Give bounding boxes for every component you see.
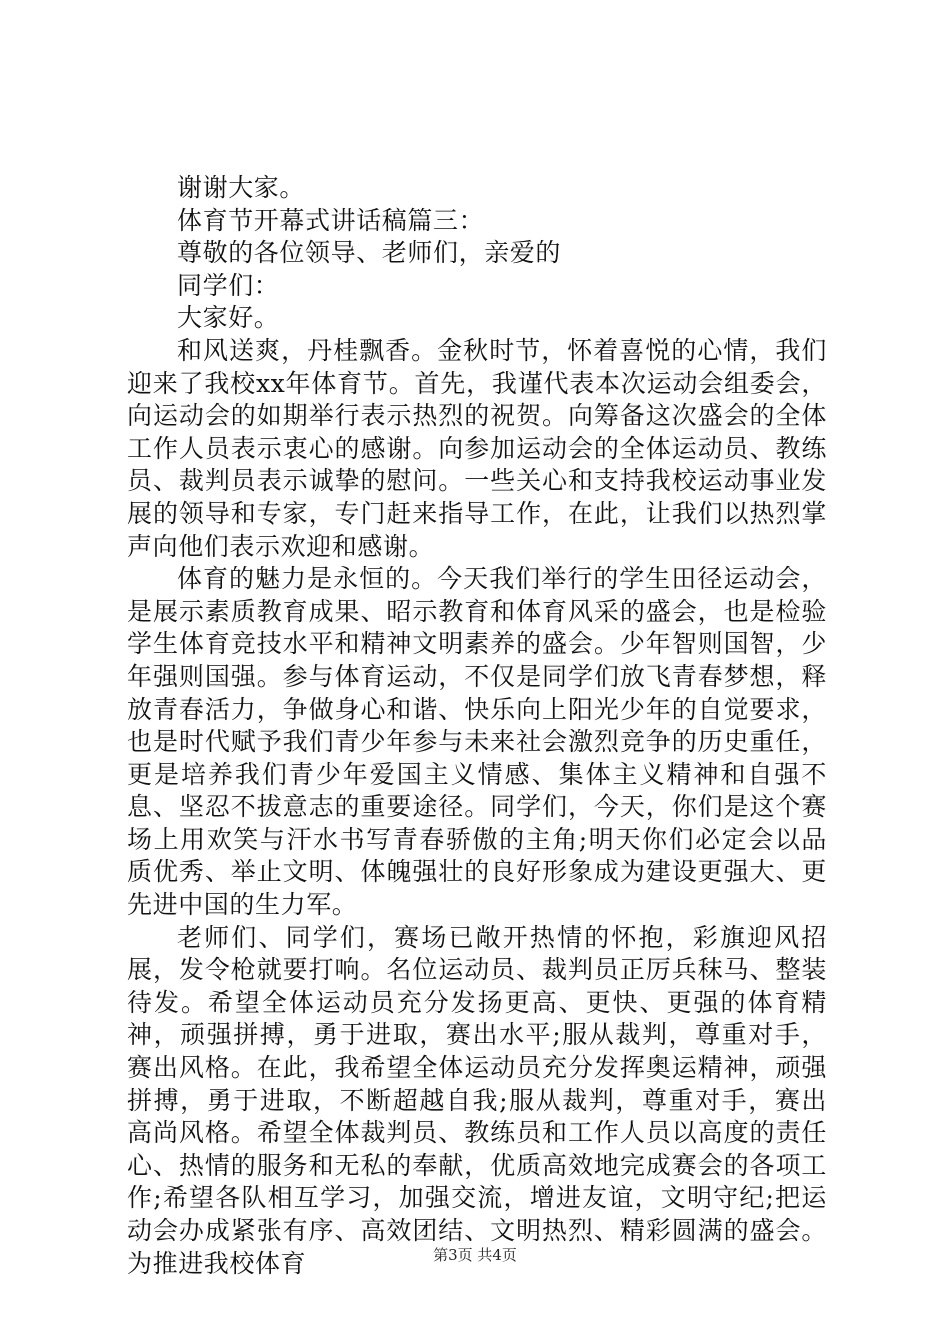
greeting-line: 大家好。 bbox=[177, 303, 280, 333]
document-body bbox=[127, 172, 827, 1280]
paragraph: 和风送爽，丹桂飘香。金秋时节，怀着喜悦的心情，我们迎来了我校xx年体育节。首先，我谨代表本次运动会组委会，向运动会的如期举行表示热烈的祝贺。向筹备这次盛会的全体工作人员表示衷心的感谢。向参加运动会的全体运动员、教练员、裁判员表示诚挚的慰问。一些关心和支持我校运动事业发展的领导和专家，专门赶来指导工作，在此，让我们以热烈掌声向他们表示欢迎和感谢。 bbox=[127, 335, 827, 561]
paragraph: 体育的魅力是永恒的。今天我们举行的学生田径运动会，是展示素质教育成果、昭示教育和体育风采的盛会，也是检验学生体育竞技水平和精神文明素养的盛会。少年智则国智，少年强则国强。参与体育运动，不仅是同学们放飞青春梦想，释放青春活力，争做身心和谐、快乐向上阳光少年的自觉要求，也是时代赋予我们青少年参与未来社会激烈竞争的历史重任，更是培养我们青少年爱国主义情感、集体主义精神和自强不息、坚忍不拔意志的重要途径。同学们，今天，你们是这个赛场上用欢笑与汗水书写青春骄傲的主角;明天你们必定会以品质优秀、举止文明、体魄强壮的良好形象成为建设更强大、更先进中国的生力军。 bbox=[127, 564, 827, 920]
salutation-line: 尊敬的各位领导、老师们，亲爱的 bbox=[177, 238, 562, 268]
paragraph: 谢谢大家。 bbox=[177, 173, 306, 202]
page-number-footer: 第3页 共4页 bbox=[433, 1246, 517, 1264]
paragraph: 老师们、同学们，赛场已敞开热情的怀抱，彩旗迎风招展，发令枪就要打响。名位运动员、裁判员正厉兵秣马、整装待发。希望全体运动员充分发扬更高、更快、更强的体育精神，顽强拼搏，勇于进取，赛出水平;服从裁判，尊重对手，赛出风格。在此，我希望全体运动员充分发挥奥运精神，顽强拼搏，勇于进取，不断超越自我;服从裁判，尊重对手，赛出高尚风格。希望全体裁判员、教练员和工作人员以高度的责任心、热情的服务和无私的奉献，优质高效地完成赛会的各项工作;希望各队相互学习，加强交流，增进友谊，文明守纪;把运动会办成紧张有序、高效团结、文明热烈、精彩圆满的盛会。为推进我校体育 bbox=[127, 922, 827, 1278]
section-heading: 体育节开幕式讲话稿篇三： bbox=[177, 205, 485, 235]
salutation-line: 同学们： bbox=[177, 270, 280, 300]
